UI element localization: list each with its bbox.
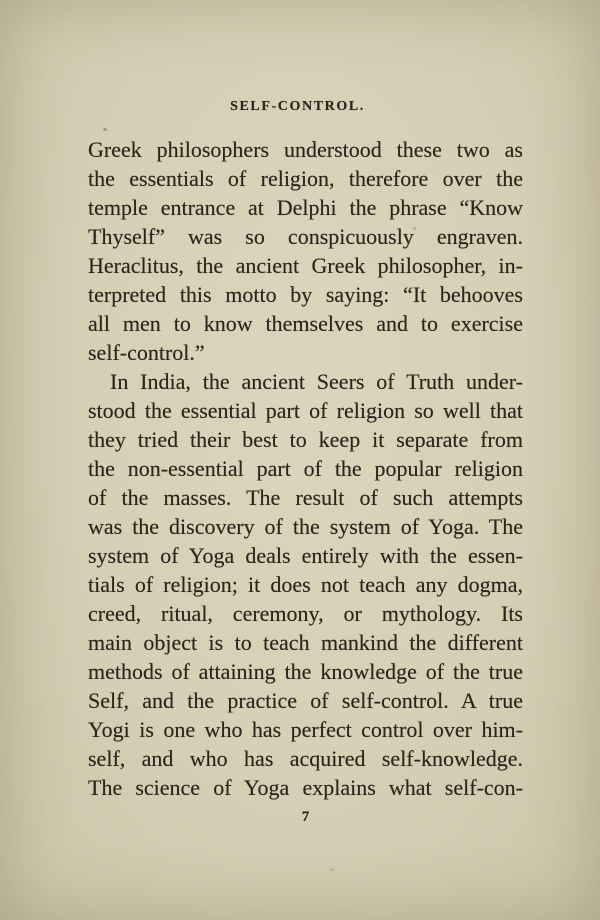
text-line: terpreted this motto by saying: “It behooves bbox=[88, 282, 523, 307]
paper-speck bbox=[413, 227, 416, 230]
running-header: SELF-CONTROL. bbox=[230, 99, 365, 114]
text-line: main object is to teach mankind the different bbox=[88, 630, 523, 655]
text-line: creed, ritual, ceremony, or mythology. Its bbox=[88, 601, 523, 626]
text-line: system of Yoga deals entirely with the essen- bbox=[88, 543, 523, 568]
paper-speck bbox=[330, 868, 335, 871]
text-line: of the masses. The result of such attempts bbox=[88, 485, 523, 510]
text-line: all men to know themselves and to exercise bbox=[88, 311, 523, 336]
text-line: Yogi is one who has perfect control over him- bbox=[88, 717, 523, 742]
text-line: the non-essential part of the popular religion bbox=[88, 456, 523, 481]
body-text bbox=[88, 135, 523, 802]
text-line: self-control.” bbox=[88, 340, 205, 365]
text-line: Thyself” was so conspicuously engraven. bbox=[88, 224, 523, 249]
text-line: self, and who has acquired self-knowledge. bbox=[88, 746, 523, 771]
text-line: Greek philosophers understood these two as bbox=[88, 137, 523, 162]
text-line: stood the essential part of religion so well that bbox=[88, 398, 523, 423]
text-line: methods of attaining the knowledge of the true bbox=[88, 659, 523, 684]
text-line: tials of religion; it does not teach any dogma, bbox=[88, 572, 523, 597]
text-line: they tried their best to keep it separate from bbox=[88, 427, 523, 452]
text-line: the essentials of religion, therefore over the bbox=[88, 166, 523, 191]
text-line: temple entrance at Delphi the phrase “Know bbox=[88, 195, 523, 220]
paper-speck bbox=[103, 128, 107, 131]
text-line: The science of Yoga explains what self-con- bbox=[88, 775, 523, 800]
text-line: In India, the ancient Seers of Truth under- bbox=[110, 369, 523, 394]
page-number: 7 bbox=[301, 809, 310, 825]
text-line: was the discovery of the system of Yoga. The bbox=[88, 514, 523, 539]
text-line: Heraclitus, the ancient Greek philosopher, in- bbox=[88, 253, 523, 278]
text-line: Self, and the practice of self-control. A true bbox=[88, 688, 523, 713]
